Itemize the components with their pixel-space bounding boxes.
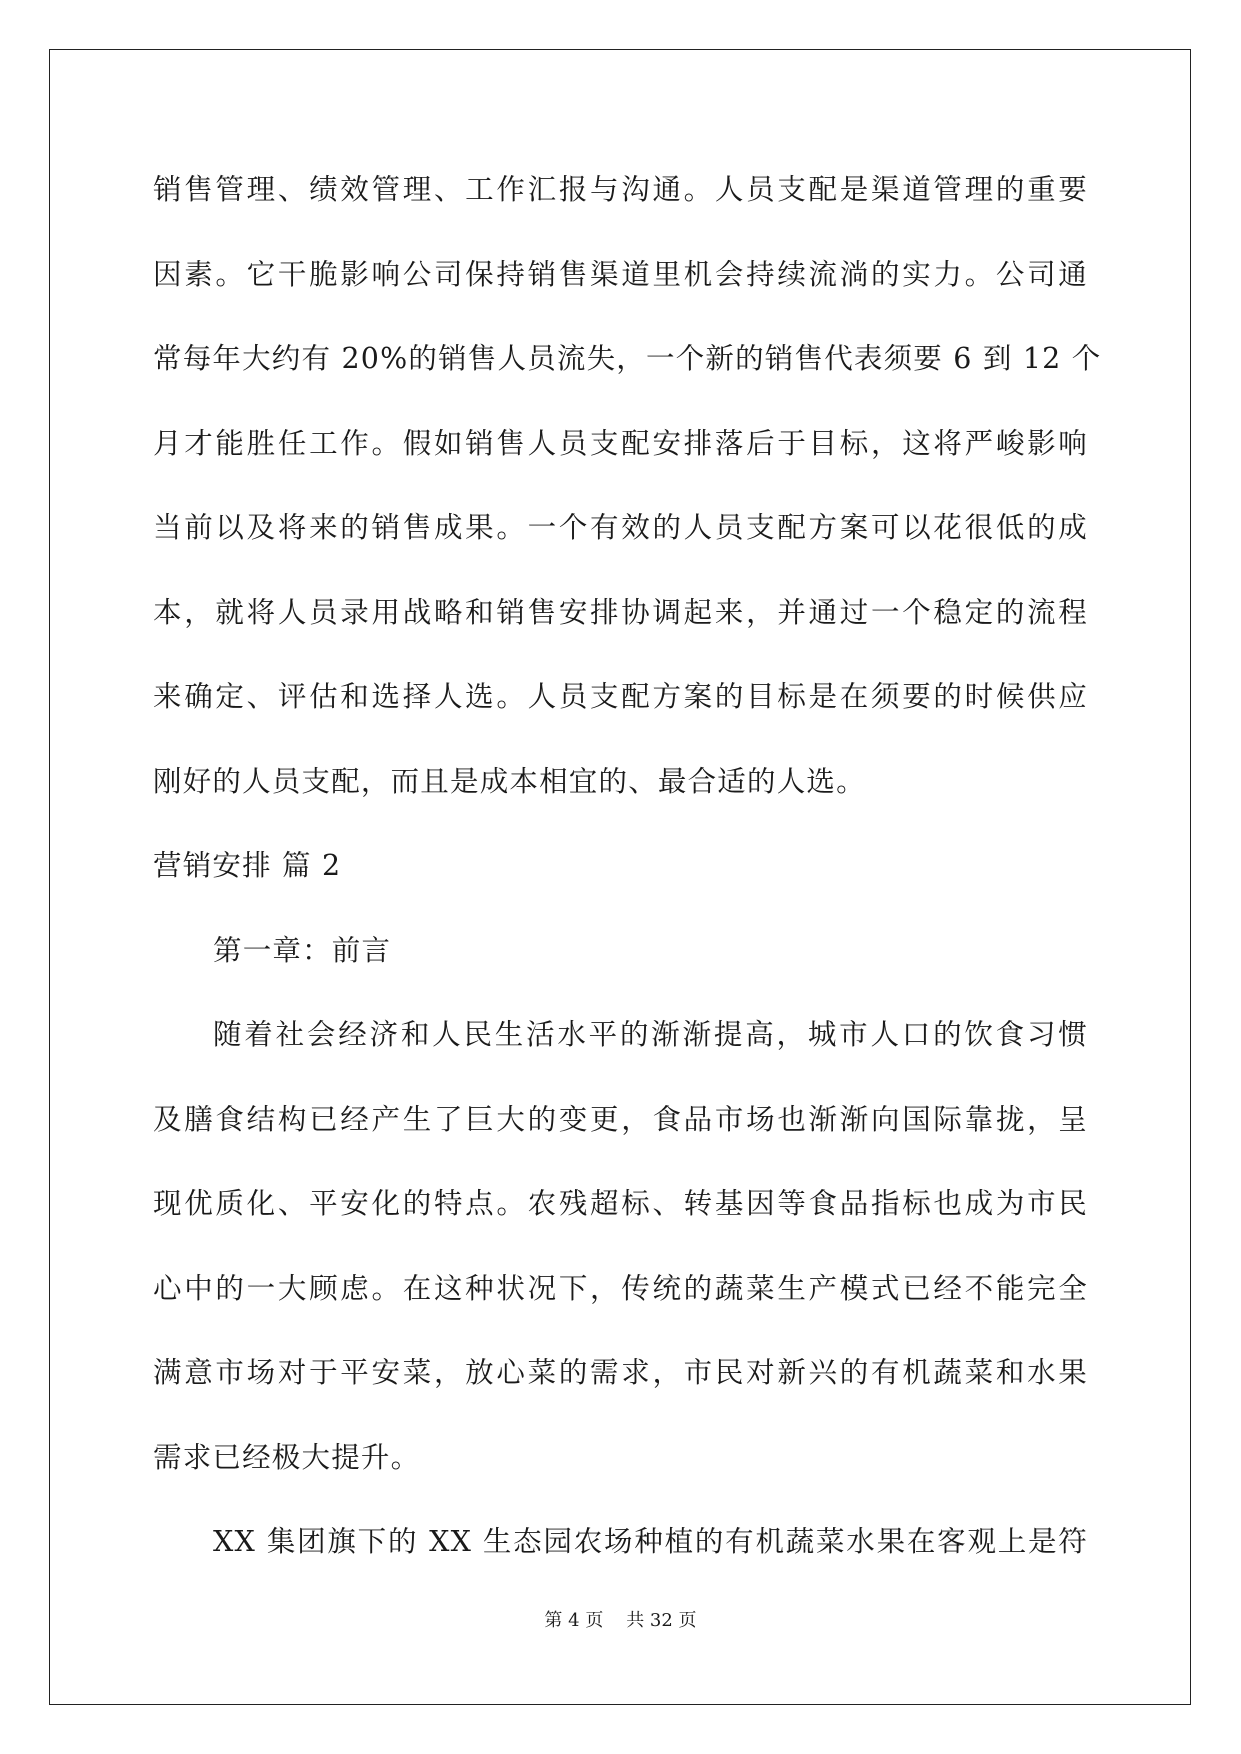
text-line: XX 集团旗下的 XX 生态园农场种植的有机蔬菜水果在客观上是符 (213, 1525, 1088, 1558)
text-line: 常每年大约有 20%的销售人员流失，一个新的销售代表须要 6 到 12 个 (153, 342, 1102, 375)
text-line: 刚好的人员支配，而且是成本相宜的、最合适的人选。 (153, 764, 866, 798)
text-line: 需求已经极大提升。 (153, 1440, 421, 1474)
text-line: 满意市场对于平安菜，放心菜的需求，市民对新兴的有机蔬菜和水果 (153, 1356, 1088, 1389)
document-body (153, 160, 1102, 1597)
text-line: 现优质化、平安化的特点。农残超标、转基因等食品指标也成为市民 (153, 1187, 1088, 1220)
text-line: 月才能胜任工作。假如销售人员支配安排落后于目标，这将严峻影响 (153, 426, 1088, 460)
text-line: 销售管理、绩效管理、工作汇报与沟通。人员支配是渠道管理的重要 (153, 173, 1088, 206)
section-title: 营销安排 篇 2 (153, 849, 342, 882)
paragraph-3 (153, 1512, 1088, 1597)
text-line: 本，就将人员录用战略和销售安排协调起来，并通过一个稳定的流程 (153, 595, 1088, 629)
text-line: 来确定、评估和选择人选。人员支配方案的目标是在须要的时候供应 (153, 680, 1088, 713)
text-line: 因素。它干脆影响公司保持销售渠道里机会持续流淌的实力。公司通 (153, 257, 1088, 291)
paragraph-1 (153, 160, 1102, 836)
text-line: 当前以及将来的销售成果。一个有效的人员支配方案可以花很低的成 (153, 511, 1088, 544)
text-line: 心中的一大顾虑。在这种状况下，传统的蔬菜生产模式已经不能完全 (153, 1271, 1088, 1305)
text-line: 随着社会经济和人民生活水平的渐渐提高，城市人口的饮食习惯 (213, 1018, 1088, 1051)
page-number-footer: 第 4 页 共 32 页 (544, 1610, 697, 1631)
text-line: 及膳食结构已经产生了巨大的变更，食品市场也渐渐向国际靠拢，呈 (153, 1102, 1088, 1136)
chapter-title: 第一章：前言 (213, 933, 392, 967)
paragraph-2 (153, 1005, 1088, 1512)
